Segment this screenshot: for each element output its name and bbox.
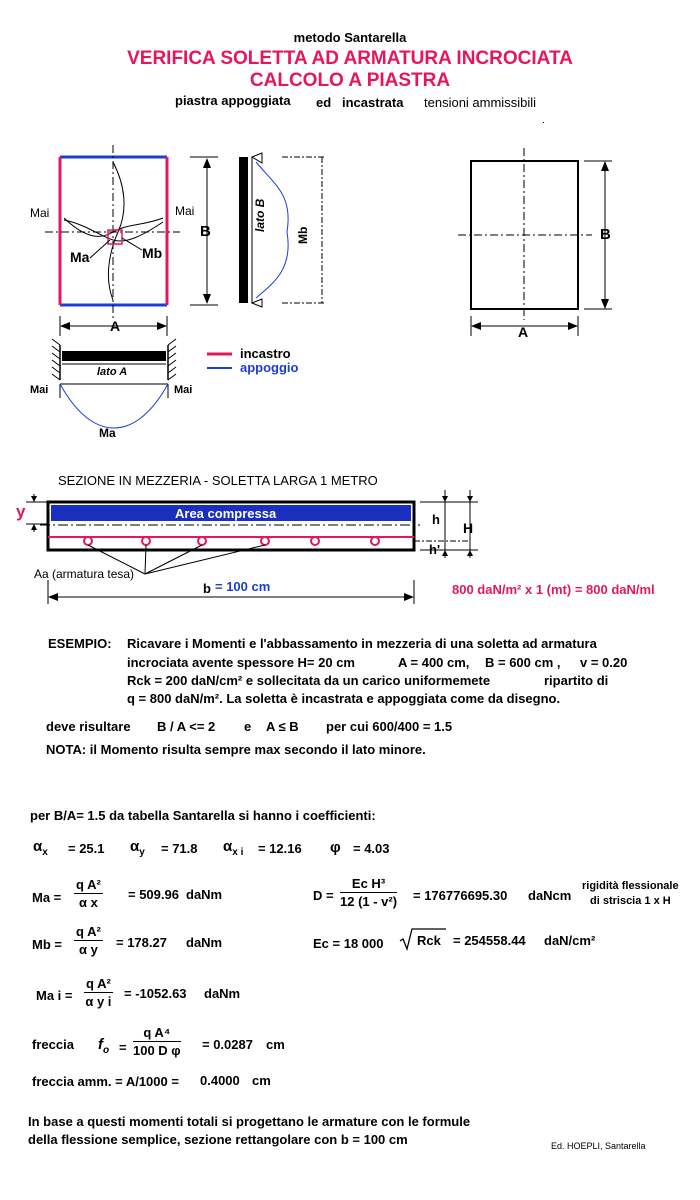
ec-radicand: Rck	[417, 933, 441, 948]
plan-dim-a: A	[518, 324, 529, 340]
footer-line-1: In base a questi momenti totali si progettano le armature con le formule	[28, 1114, 471, 1129]
ma-label: Ma	[70, 249, 90, 265]
legend-appoggio: appoggio	[240, 360, 299, 375]
freccia-symbol: $f_o$	[98, 1036, 110, 1056]
section-hp: h'	[429, 542, 441, 557]
mb-label: Mb	[142, 245, 163, 261]
section-h: h	[432, 512, 440, 527]
example-line-2b: A = 400 cm,	[398, 655, 470, 670]
mb-unit: daNm	[186, 935, 223, 950]
freccia-fraction: $\frac{\text{q A⁴}}{\text{100 D φ}}$	[133, 1025, 181, 1058]
plate-diagram	[0, 0, 700, 460]
ec-unit: daN/cm²	[544, 933, 596, 948]
phi-symbol: φ	[330, 839, 341, 856]
d-note-1: rigidità flessionale	[582, 880, 679, 892]
alpha-xi-value: = 12.16	[258, 841, 302, 856]
rebar-label: Aa (armatura tesa)	[34, 567, 135, 581]
freccia-label: freccia	[32, 1037, 74, 1052]
phi-value: = 4.03	[353, 841, 390, 856]
subtitle-fixed: incastrata	[342, 95, 404, 110]
ma-lhs: Ma =	[32, 890, 62, 905]
alpha-y-symbol: $\alpha_y$	[130, 838, 145, 858]
freccia-amm-unit: cm	[252, 1073, 271, 1088]
ma-leader	[90, 240, 110, 258]
load-label: 800 daN/m² x 1 (mt) = 800 daN/ml	[452, 582, 655, 597]
mb-value: = 178.27	[116, 935, 167, 950]
example-label: ESEMPIO:	[48, 636, 112, 651]
mai-unit: daNm	[204, 986, 241, 1001]
credit: Ed. HOEPLI, Santarella	[551, 1141, 646, 1151]
mai-label-a-left: Mai	[30, 384, 49, 396]
coeff-intro: per B/A= 1.5 da tabella Santarella si hanno i coefficienti:	[30, 808, 376, 823]
mb-fraction: $\frac{\text{q A²}}{\text{α y}}$	[76, 924, 101, 957]
freccia-value: = 0.0287	[202, 1037, 253, 1052]
mai-fraction: $\frac{\text{q A²}}{\text{α y i}}$	[85, 976, 112, 1009]
page-title: VERIFICA SOLETTA AD ARMATURA INCROCIATA	[127, 48, 573, 69]
section-y: y	[16, 502, 26, 521]
ma-value: = 509.96	[128, 887, 179, 902]
lato-a-label: lato A	[97, 366, 128, 378]
d-unit: daNcm	[528, 888, 572, 903]
section-title: SEZIONE IN MEZZERIA - SOLETTA LARGA 1 METRO	[58, 473, 378, 488]
compressed-area-label: Area compressa	[175, 506, 277, 521]
subtitle-ed: ed	[316, 95, 332, 110]
subtitle-support: piastra appoggiata	[175, 93, 291, 108]
mai-label-left: Mai	[30, 206, 50, 220]
alpha-x-value: = 25.1	[68, 841, 105, 856]
alpha-y-value: = 71.8	[161, 841, 198, 856]
d-note-2: di striscia 1 x H	[590, 895, 671, 907]
mai-lhs: Ma i =	[36, 988, 73, 1003]
freccia-amm-value: 0.4000	[200, 1073, 240, 1088]
d-lhs: D =	[313, 888, 334, 903]
section-H: H	[463, 520, 474, 536]
mb-side-label: Mb	[296, 226, 310, 244]
example-line-2d: v = 0.20	[580, 655, 628, 670]
legend-incastro: incastro	[240, 346, 291, 361]
footer-line-2: della flessione semplice, sezione rettangolare con b = 100 cm	[28, 1132, 408, 1147]
dim-a-label: A	[110, 318, 121, 334]
ec-value: = 254558.44	[453, 933, 526, 948]
cond-d: A ≤ B	[266, 719, 299, 734]
alpha-x-symbol: $\alpha_x$	[33, 838, 48, 858]
freccia-eq: =	[119, 1040, 127, 1055]
example-line-1: Ricavare i Momenti e l'abbassamento in mezzeria di una soletta ad armatura	[127, 636, 597, 651]
nota: NOTA: il Momento risulta sempre max secondo il lato minore.	[46, 742, 426, 757]
example-line-2a: incrociata avente spessore H= 20 cm	[127, 655, 355, 670]
d-fraction: $\frac{\text{Ec H³}}{\text{12 (1 - v²)}}$	[340, 876, 398, 909]
lato-b-label: lato B	[253, 198, 267, 232]
beam-a	[62, 351, 166, 361]
example-line-2c: B = 600 cm ,	[485, 655, 561, 670]
plan-dim-b: B	[600, 226, 611, 243]
example-line-3b: ripartito di	[544, 673, 609, 688]
width-value: = 100 cm	[215, 579, 271, 594]
ma-a-label: Ma	[99, 426, 116, 440]
ma-fraction: $\frac{\text{q A²}}{\text{α x}}$	[76, 877, 101, 910]
mb-lhs: Mb =	[32, 937, 62, 952]
example-line-3a: Rck = 200 daN/cm² e sollecitata da un carico uniformemete	[127, 673, 491, 688]
freccia-unit: cm	[266, 1037, 285, 1052]
freccia-amm-label: freccia amm. = A/1000 =	[32, 1074, 179, 1089]
ma-diagram	[60, 384, 168, 428]
cond-e: per cui 600/400 = 1.5	[326, 719, 453, 734]
width-b: b	[203, 581, 211, 596]
subtitle-stress: tensioni ammissibili	[424, 95, 536, 110]
ec-lhs: Ec = 18 000	[313, 936, 384, 951]
cond-c: e	[244, 719, 252, 734]
mb-leader	[122, 238, 142, 250]
ma-unit: daNm	[186, 887, 223, 902]
alpha-xi-symbol: $\alpha_{x i}$	[223, 838, 244, 858]
example-line-4: q = 800 daN/m². La soletta è incastrata e appoggiata come da disegno.	[127, 691, 561, 706]
method-label: metodo Santarella	[293, 30, 407, 45]
mai-value: = -1052.63	[124, 986, 187, 1001]
dim-b-label: B	[200, 223, 211, 240]
mai-label-a-right: Mai	[174, 384, 193, 396]
beam-b	[239, 157, 248, 303]
cond-a: deve risultare	[46, 719, 131, 734]
mai-label-right: Mai	[175, 204, 195, 218]
cond-b: B / A <= 2	[157, 719, 216, 734]
d-value: = 176776695.30	[413, 888, 508, 903]
page-subtitle: CALCOLO A PIASTRA	[249, 70, 451, 91]
